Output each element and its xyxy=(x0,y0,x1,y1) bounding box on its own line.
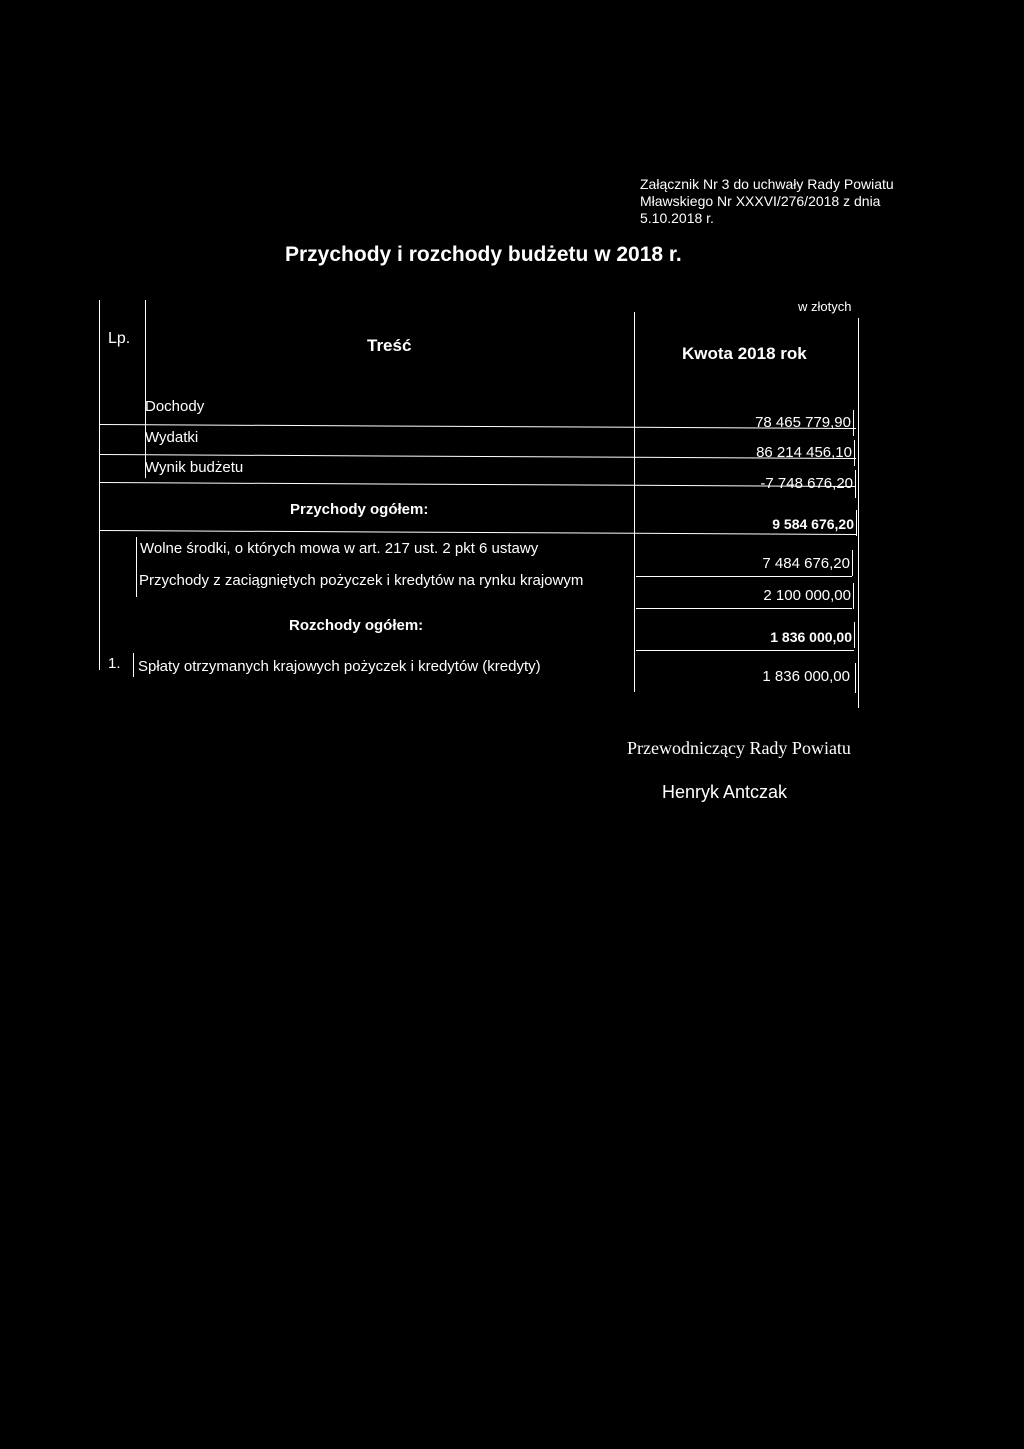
currency-unit: w złotych xyxy=(798,299,852,314)
row-amount-rozchody-ogolem: 1 836 000,00 xyxy=(770,629,852,645)
table-divider-lp xyxy=(145,300,146,478)
signature-name: Henryk Antczak xyxy=(662,782,788,802)
column-header-lp: Lp. xyxy=(108,330,131,347)
annex-line-2: Mławskiego Nr XXXVI/276/2018 z dnia xyxy=(640,193,881,209)
annex-line-3: 5.10.2018 r. xyxy=(640,210,714,226)
column-header-tresc: Treść xyxy=(367,336,412,355)
row-label-pozyczki: Przychody z zaciągniętych pożyczek i kredytów na rynku krajowym xyxy=(139,572,584,589)
row-line-7 xyxy=(636,650,854,651)
annex-line-1: Załącznik Nr 3 do uchwały Rady Powiatu xyxy=(640,176,894,192)
row-bracket-splaty xyxy=(133,653,134,677)
row-amount-splaty: 1 836 000,00 xyxy=(762,668,850,685)
amount-tick-3 xyxy=(855,470,856,498)
amount-tick-6 xyxy=(853,583,854,609)
row-amount-wynik: -7 748 676,20 xyxy=(760,475,853,492)
row-amount-wydatki: 86 214 456,10 xyxy=(756,444,852,461)
amount-tick-5 xyxy=(852,550,853,576)
amount-tick-7 xyxy=(854,622,855,648)
row-label-dochody: Dochody xyxy=(145,398,205,415)
amount-tick-8 xyxy=(855,663,856,693)
table-divider-tresc xyxy=(634,312,635,692)
table-border-right xyxy=(858,318,859,708)
row-label-przychody-ogolem: Przychody ogółem: xyxy=(290,501,429,518)
row-lp-splaty: 1. xyxy=(108,655,121,672)
row-line-5 xyxy=(636,576,852,577)
row-label-wydatki: Wydatki xyxy=(145,429,199,446)
row-label-wolne-srodki: Wolne środki, o których mowa w art. 217 ust. 2 pkt 6 ustawy xyxy=(140,540,539,557)
signature-role: Przewodniczący Rady Powiatu xyxy=(627,738,851,758)
row-label-splaty: Spłaty otrzymanych krajowych pożyczek i kredytów (kredyty) xyxy=(138,658,541,675)
row-amount-pozyczki: 2 100 000,00 xyxy=(763,587,851,604)
row-line-6 xyxy=(636,608,852,609)
row-label-wynik: Wynik budżetu xyxy=(145,459,244,476)
amount-tick-1 xyxy=(853,410,854,436)
table-border-left xyxy=(99,300,100,670)
amount-tick-2 xyxy=(854,440,855,466)
row-amount-dochody: 78 465 779,90 xyxy=(755,414,851,431)
column-header-kwota: Kwota 2018 rok xyxy=(682,344,807,363)
row-amount-przychody-ogolem: 9 584 676,20 xyxy=(772,516,854,532)
annex-note xyxy=(640,176,902,227)
amount-tick-4 xyxy=(856,510,857,536)
row-label-rozchody-ogolem: Rozchody ogółem: xyxy=(289,617,424,634)
row-bracket-wolne xyxy=(136,537,137,597)
row-amount-wolne-srodki: 7 484 676,20 xyxy=(762,555,850,572)
document-title: Przychody i rozchody budżetu w 2018 r. xyxy=(285,243,682,266)
